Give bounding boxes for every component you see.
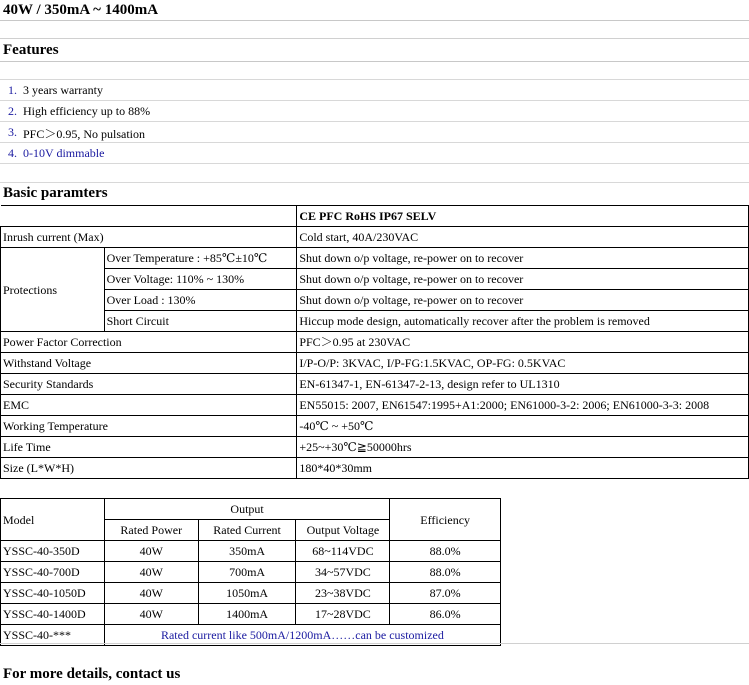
- protection-value: Shut down o/p voltage, re-power on to recover: [297, 248, 749, 269]
- param-label: EMC: [1, 395, 297, 416]
- feature-text: High efficiency up to 88%: [23, 104, 151, 118]
- table-row: [1, 332, 749, 353]
- feature-item: [0, 143, 749, 164]
- voltage-cell: 34~57VDC: [296, 562, 390, 583]
- table-row: [1, 206, 749, 227]
- header-rated-power: Rated Power: [104, 520, 198, 541]
- table-row: [1, 269, 749, 290]
- efficiency-cell: 88.0%: [390, 541, 501, 562]
- voltage-cell: 17~28VDC: [296, 604, 390, 625]
- power-cell: 40W: [104, 541, 198, 562]
- feature-item: [0, 122, 749, 143]
- efficiency-cell: 88.0%: [390, 562, 501, 583]
- table-row: [1, 374, 749, 395]
- feature-item: [0, 80, 749, 101]
- spacer-row: [0, 21, 749, 39]
- header-efficiency: Efficiency: [390, 499, 501, 541]
- table-row: [1, 437, 749, 458]
- param-label: Inrush current (Max): [1, 227, 297, 248]
- protection-value: Shut down o/p voltage, re-power on to recover: [297, 269, 749, 290]
- table-row: [1, 248, 749, 269]
- protections-label: Protections: [1, 248, 105, 332]
- features-spacer: [0, 164, 749, 183]
- power-cell: 40W: [104, 604, 198, 625]
- table-row: [1, 562, 501, 583]
- power-cell: 40W: [104, 562, 198, 583]
- contact-heading: For more details, contact us: [3, 666, 181, 682]
- param-value: PFC＞0.95 at 230VAC: [297, 332, 749, 353]
- protection-name: Short Circuit: [104, 311, 297, 332]
- features-spacer: [0, 61, 749, 80]
- voltage-cell: 68~114VDC: [296, 541, 390, 562]
- table-row: [1, 499, 501, 520]
- model-cell: YSSC-40-***: [1, 625, 105, 646]
- models-table: [0, 498, 501, 646]
- feature-text: PFC＞0.95, No pulsation: [23, 127, 146, 141]
- table-row: [1, 604, 501, 625]
- protection-name: Over Voltage: 110% ~ 130%: [104, 269, 297, 290]
- current-cell: 1050mA: [198, 583, 296, 604]
- efficiency-cell: 87.0%: [390, 583, 501, 604]
- param-value: EN-61347-1, EN-61347-2-13, design refer to UL1310: [297, 374, 749, 395]
- protection-name: Over Temperature : +85℃±10℃: [104, 248, 297, 269]
- table-row: [1, 458, 749, 479]
- param-label: Size (L*W*H): [1, 458, 297, 479]
- basic-heading: Basic paramters: [3, 185, 108, 201]
- table-row: [1, 290, 749, 311]
- header-model: Model: [1, 499, 105, 541]
- param-value: Cold start, 40A/230VAC: [297, 227, 749, 248]
- features-heading: Features: [3, 42, 59, 58]
- param-value: -40℃ ~ +50℃: [297, 416, 749, 437]
- features-heading-row: [0, 39, 749, 62]
- protection-value: Hiccup mode design, automatically recover after the problem is removed: [297, 311, 749, 332]
- param-label: Security Standards: [1, 374, 297, 395]
- feature-number: 2.: [8, 104, 17, 118]
- feature-number: 1.: [8, 83, 17, 97]
- page-title-row: [0, 0, 749, 21]
- current-cell: 350mA: [198, 541, 296, 562]
- param-label: Withstand Voltage: [1, 353, 297, 374]
- power-cell: 40W: [104, 583, 198, 604]
- header-output: Output: [104, 499, 389, 520]
- current-cell: 700mA: [198, 562, 296, 583]
- param-value: 180*40*30mm: [297, 458, 749, 479]
- protection-name: Over Load : 130%: [104, 290, 297, 311]
- param-value: EN55015: 2007, EN61547:1995+A1:2000; EN61000-3-2: 2006; EN61000-3-3: 2008: [297, 395, 749, 416]
- feature-number: 3.: [8, 125, 17, 139]
- model-cell: YSSC-40-350D: [1, 541, 105, 562]
- param-value: +25~+30℃≧50000hrs: [297, 437, 749, 458]
- basic-params-table: [0, 205, 749, 479]
- table-row: [1, 353, 749, 374]
- param-label: Life Time: [1, 437, 297, 458]
- table-row: [1, 541, 501, 562]
- table-row: [1, 227, 749, 248]
- custom-note: Rated current like 500mA/1200mA……can be customized: [104, 625, 500, 646]
- current-cell: 1400mA: [198, 604, 296, 625]
- feature-number: 4.: [8, 146, 17, 160]
- voltage-cell: 23~38VDC: [296, 583, 390, 604]
- feature-text: 3 years warranty: [23, 83, 103, 97]
- feature-item: [0, 101, 749, 122]
- empty-cell: [1, 206, 297, 227]
- table-row: [1, 583, 501, 604]
- feature-text: 0-10V dimmable: [23, 146, 105, 160]
- model-cell: YSSC-40-700D: [1, 562, 105, 583]
- header-output-voltage: Output Voltage: [296, 520, 390, 541]
- model-cell: YSSC-40-1400D: [1, 604, 105, 625]
- param-label: Power Factor Correction: [1, 332, 297, 353]
- model-cell: YSSC-40-1050D: [1, 583, 105, 604]
- page-title: 40W / 350mA ~ 1400mA: [3, 2, 159, 18]
- table-row: [1, 311, 749, 332]
- efficiency-cell: 86.0%: [390, 604, 501, 625]
- header-rated-current: Rated Current: [198, 520, 296, 541]
- spacer-row: [0, 643, 749, 664]
- cert-cell: CE PFC RoHS IP67 SELV: [297, 206, 749, 227]
- protection-value: Shut down o/p voltage, re-power on to recover: [297, 290, 749, 311]
- table-row: [1, 395, 749, 416]
- table-row: [1, 416, 749, 437]
- param-label: Working Temperature: [1, 416, 297, 437]
- param-value: I/P-O/P: 3KVAC, I/P-FG:1.5KVAC, OP-FG: 0.5KVAC: [297, 353, 749, 374]
